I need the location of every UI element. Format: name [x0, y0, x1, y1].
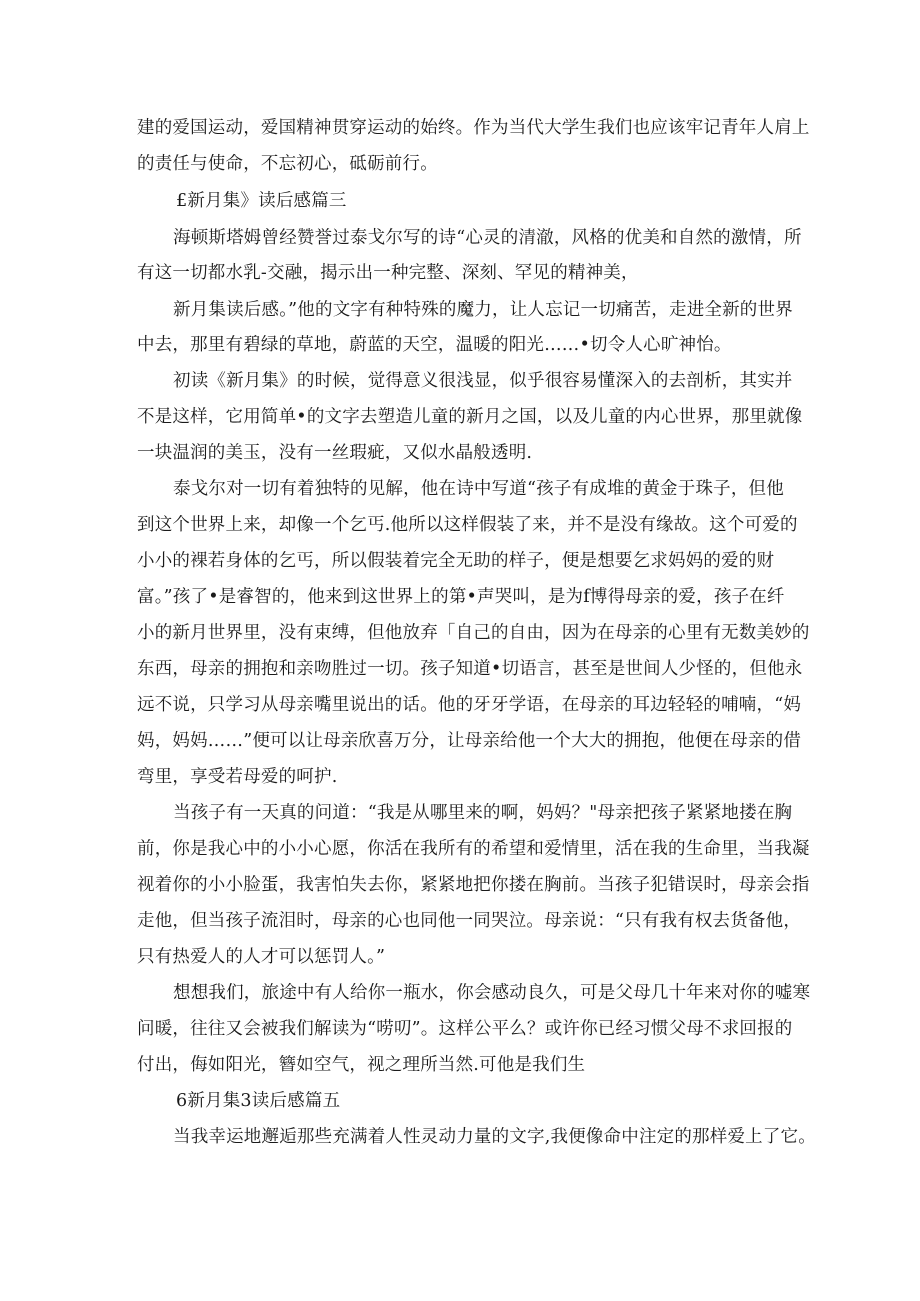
paragraph-line: 不是这样，它用简单•的文字去塑造儿童的新月之国，以及儿童的内心世界，那里就像 [137, 407, 803, 427]
paragraph-line: 初读《新月集》的时候，觉得意义很浅显，似乎很容易懂深入的去剖析，其实并 [173, 371, 793, 391]
section-heading: £新月集》读后感篇三 [176, 191, 347, 211]
paragraph-line: 东西，母亲的拥抱和亲吻胜过一切。孩子知道•切语言，甚至是世间人少怪的，但他永 [137, 659, 803, 679]
paragraph-line: 弯里，享受若母爱的呵护. [137, 767, 338, 787]
paragraph-line: 小小的裸若身体的乞丐，所以假装着完全无助的样子，便是想要乞求妈妈的爱的财 [137, 551, 775, 571]
paragraph-line: 问暖，往往又会被我们解读为“唠叨”。这样公平么？或许你已经习惯父母不求回报的 [137, 1019, 793, 1039]
paragraph-line: 前，你是我心中的小小心愿，你活在我所有的希望和爱情里，活在我的生命里，当我凝 [137, 839, 810, 859]
paragraph-line: 有这一切都水乳-交融，揭示出一种完整、深刻、罕见的精神美， [137, 263, 639, 283]
paragraph-line: 建的爱国运动，爱国精神贯穿运动的始终。作为当代大学生我们也应该牢记青年人肩上 [137, 118, 810, 138]
paragraph-line: 富。”孩了•是睿智的，他来到这世界上的第•声哭叫，是为f博得母亲的爱，孩子在纤 [137, 587, 785, 607]
paragraph-line: 海顿斯塔姆曾经赞誉过泰戈尔写的诗“心灵的清澈，风格的优美和自然的激情，所 [173, 228, 802, 248]
paragraph-line: 当我幸运地邂逅那些充满着人性灵动力量的文字,我便像命中注定的那样爱上了它。 [173, 1127, 816, 1147]
paragraph-line: 新月集读后感。”他的文字有种特殊的魔力，让人忘记一切痛苦，走进全新的世界 [173, 300, 793, 320]
paragraph-line: 小的新月世界里，没有束缚，但他放弃「自己的自由，因为在母亲的心里有无数美妙的 [137, 623, 810, 643]
paragraph-line: 走他，但当孩子流泪时，母亲的心也同他一同哭泣。母亲说：“只有我有权去货备他， [137, 911, 802, 931]
paragraph-line: 视着你的小小脸蛋，我害怕失去你，紧紧地把你搂在胸前。当孩子犯错误时，母亲会指 [137, 875, 810, 895]
section-heading: 6新月集3读后感篇五 [176, 1091, 341, 1111]
paragraph-line: 一块温润的美玉，没有一丝瑕疵，又似水晶般透明. [137, 443, 533, 463]
paragraph-line: 想想我们，旅途中有人给你一瓶水，你会感动良久，可是父母几十年来对你的嘘寒 [173, 983, 811, 1003]
paragraph-line: 付出，侮如阳光，簪如空气，视之理所当然.可他是我们生 [137, 1055, 586, 1075]
paragraph-line: 到这个世界上来，却像一个乞丐.他所以这样假装了来，并不是没有缘故。这个可爱的 [137, 515, 798, 535]
paragraph-line: 远不说，只学习从母亲嘴里说出的话。他的牙牙学语，在母亲的耳边轻轻的哺喃，“妈 [137, 695, 802, 715]
paragraph-line: 妈，妈妈……”便可以让母亲欣喜万分，让母亲给他一个大大的拥抱，他便在母亲的借 [137, 731, 802, 751]
paragraph-line: 泰戈尔对一切有着独特的见解，他在诗中写道“孩子有成堆的黄金于珠子，但他 [173, 479, 784, 499]
paragraph-line: 的责任与使命，不忘初心，砥砺前行。 [137, 154, 438, 174]
paragraph-line: 当孩子有一天真的问道：“我是从哪里来的啊，妈妈？"母亲把孩子紧紧地搂在胸 [173, 803, 793, 823]
paragraph-line: 中去，那里有碧绿的草地，蔚蓝的天空，温暖的阳光……•切令人心旷神怡。 [137, 335, 732, 355]
paragraph-line: 只有热爱人的人才可以惩罚人。” [137, 947, 386, 967]
